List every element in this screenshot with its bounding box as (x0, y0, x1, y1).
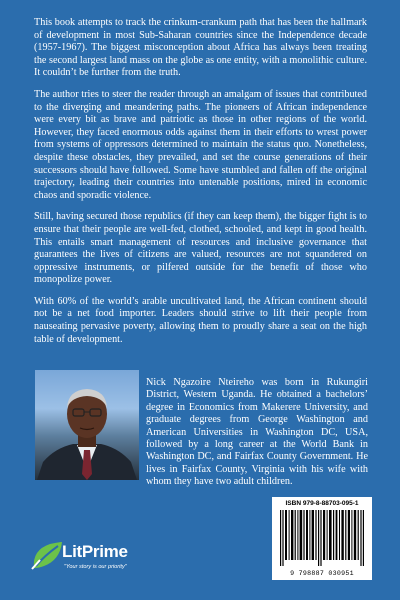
author-bio: Nick Ngazoire Nteireho was born in Rukungiri District, Western Uganda. He obtained a bachelors’ degree in Economics from Makerere University, and graduate degrees from George Washington and American Universities in Washington DC, USA, followed by a long career at the World Bank in Washington DC, and Fairfax County Government. He lives in Fairfax County, Virginia with his wife with whom they have two adult children. (146, 377, 368, 488)
blurb (34, 17, 367, 355)
barcode-icon (280, 510, 364, 566)
publisher-logo (30, 534, 160, 582)
litprime-leaf-icon (30, 540, 64, 570)
blurb-paragraph-1: This book attempts to track the crinkum-crankum path that has been the hallmark of development in most Sub-Saharan countries since the Independence decade (1957-1967). The biggest misconception about Africa has always been treating the second largest land mass on the globe as one entity, with a monolithic culture. It couldn’t be further from the truth. (34, 17, 367, 79)
blurb-paragraph-4: With 60% of the world’s arable uncultivated land, the African continent should not be a net food importer. Leaders should strive to lift their people from nauseating pervasive poverty, allowing them to proudly share a seat on the high table of development. (34, 295, 367, 345)
author-photo (35, 370, 139, 480)
blurb-paragraph-2: The author tries to steer the reader through an amalgam of issues that contributed to the diverging and meandering paths. The pioneers of African independence were every bit as brave and patriotic as those in other regions of the world. However, they faced enormous odds against them in their efforts to wrest power from systems of oppressors determined to maintain the status quo. Nonetheless, despite these obstacles, they prevailed, and set the course generations of their successors should have followed. Some have stumbled and fallen off the original trajectory, leading their countries into untenable positions, mired in economic chaos and sporadic violence. (34, 88, 367, 201)
isbn-label: ISBN 979-8-88703-095-1 (285, 500, 359, 507)
barcode-number: 9 798887 030951 (290, 570, 354, 577)
publisher-tagline: "Your story is our priority" (64, 564, 127, 570)
isbn-barcode (272, 497, 372, 580)
blurb-paragraph-3: Still, having secured those republics (if they can keep them), the bigger fight is to ensure that their people are well-fed, clothed, schooled, and kept in good health. This entails smart management of resources and inclusive governance that guarantees the lives of citizens are valued, resources are not squandered on oppressive instruments, or pilfered outside for the benefit of those who monopolize power. (34, 211, 367, 286)
publisher-name: LitPrime (62, 542, 128, 561)
